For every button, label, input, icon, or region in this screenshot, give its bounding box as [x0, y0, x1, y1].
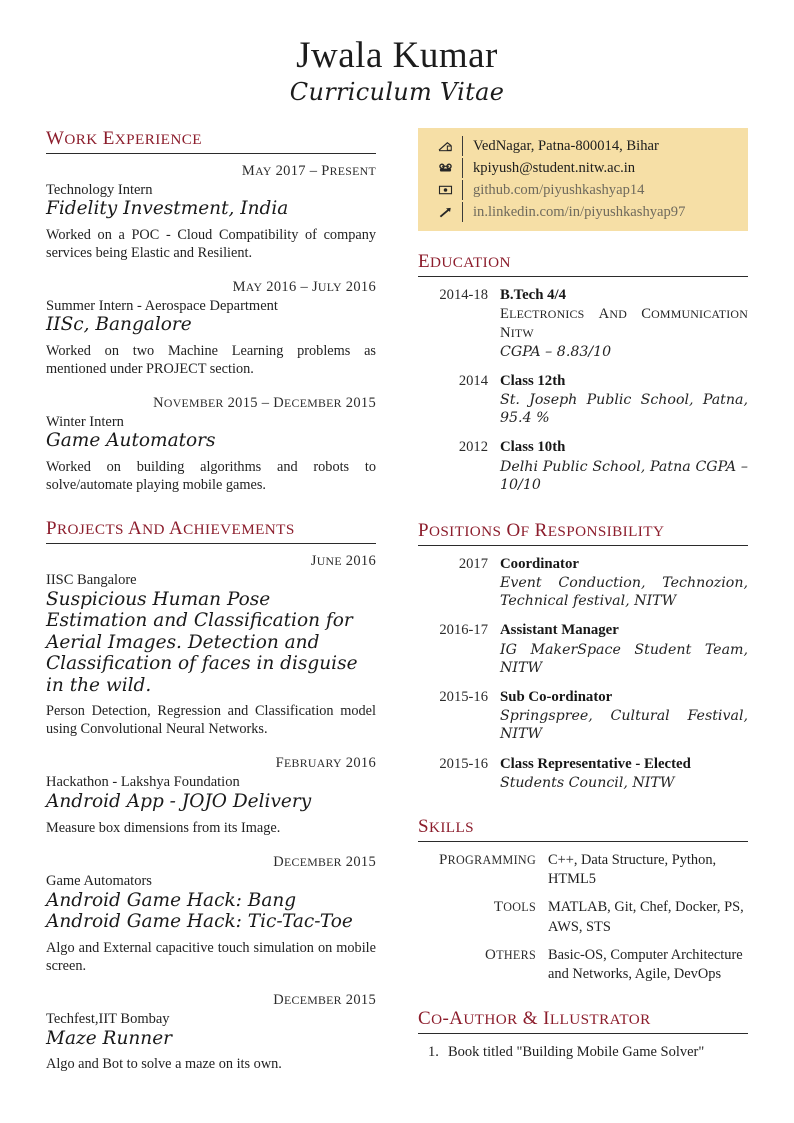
- education-body: [500, 438, 748, 494]
- project-entry-title-secondary: Android Game Hack: Tic-Tac-Toe: [46, 911, 353, 933]
- project-entry-org: Techfest,IIT Bombay: [46, 1010, 170, 1027]
- position-row: [418, 621, 748, 677]
- education-row: [418, 438, 748, 494]
- section-work-experience: [46, 128, 376, 494]
- project-entry-title: Maze Runner: [46, 1027, 173, 1049]
- education-row: [418, 372, 748, 428]
- skill-row: [418, 946, 748, 984]
- contact-divider: [462, 136, 463, 156]
- position-title: Assistant Manager: [500, 622, 619, 639]
- work-entry-role: Winter Intern: [46, 413, 124, 430]
- education-degree: B.Tech 4/4: [500, 287, 567, 303]
- contact-row-email[interactable]: [432, 157, 738, 179]
- position-row: [418, 755, 748, 792]
- work-entry-organization: IISc, Bangalore: [46, 314, 192, 336]
- project-entry-date: DECEMBER 2015: [273, 991, 376, 1008]
- position-body: [500, 755, 748, 792]
- skill-values: MATLAB, Git, Chef, Docker, PS, AWS, STS: [548, 899, 744, 935]
- project-entry-description: Person Detection, Regression and Classification model using Convolutional Neural Networks.: [46, 703, 376, 738]
- section-projects: [46, 518, 376, 1074]
- section-heading-work-experience: WORK EXPERIENCE: [46, 128, 376, 154]
- position-body: [500, 555, 748, 611]
- cv-header: [0, 0, 794, 106]
- skill-row: [418, 851, 748, 889]
- work-entry-organization: Game Automators: [46, 430, 216, 452]
- work-entry: [46, 163, 376, 262]
- section-heading-projects: PROJECTS AND ACHIEVEMENTS: [46, 518, 376, 544]
- contact-address: VedNagar, Patna-800014, Bihar: [473, 137, 659, 154]
- position-year: 2015-16: [439, 755, 488, 772]
- project-entry-title: Android Game Hack: Bang: [46, 889, 297, 911]
- contact-github[interactable]: github.com/piyushkashyap14: [473, 181, 645, 198]
- project-entry: [46, 854, 376, 975]
- skill-category: PROGRAMMING: [439, 852, 536, 869]
- project-entry-date: FEBRUARY 2016: [275, 755, 376, 772]
- project-entry-org: Game Automators: [46, 872, 152, 889]
- education-year: 2014-18: [439, 287, 488, 303]
- skill-values: Basic-OS, Computer Architecture and Networks, Agile, DevOps: [548, 946, 743, 982]
- education-year: 2014: [458, 372, 488, 389]
- section-heading-education: EDUCATION: [418, 251, 748, 277]
- work-entry-description: Worked on two Machine Learning problems as mentioned under PROJECT section.: [46, 342, 376, 377]
- work-entry-date: NOVEMBER 2015 – DECEMBER 2015: [153, 394, 376, 411]
- envelope-icon: [432, 184, 458, 196]
- work-entry: [46, 279, 376, 378]
- education-body: [500, 286, 748, 361]
- work-entry-description: Worked on building algorithms and robots to solve/automate playing mobile games.: [46, 458, 376, 493]
- project-entry-org: Hackathon - Lakshya Foundation: [46, 774, 240, 791]
- project-entry: [46, 755, 376, 837]
- work-entry-organization: Fidelity Investment, India: [46, 198, 289, 220]
- education-year: 2012: [458, 439, 488, 456]
- contact-row-address: [432, 135, 738, 157]
- contact-email[interactable]: kpiyush@student.nitw.ac.in: [473, 159, 636, 176]
- position-title: Class Representative - Elected: [500, 755, 691, 772]
- contact-divider: [462, 180, 463, 200]
- section-education: [418, 251, 748, 494]
- work-entry: [46, 395, 376, 494]
- document-subtitle: Curriculum Vitae: [289, 77, 505, 106]
- contact-row-github[interactable]: [432, 179, 738, 201]
- project-entry-title: Android App - JOJO Delivery: [46, 791, 312, 813]
- coauthor-item-text: Book titled "Building Mobile Game Solver": [448, 1043, 705, 1060]
- position-row: [418, 555, 748, 611]
- section-heading-positions: POSITIONS OF RESPONSIBILITY: [418, 520, 748, 546]
- project-entry-description: Algo and External capacitive touch simulation on mobile screen.: [46, 939, 376, 974]
- coauthor-item-number: 1.: [428, 1043, 439, 1060]
- skill-values: C++, Data Structure, Python, HTML5: [548, 852, 717, 888]
- education-body: [500, 372, 748, 428]
- position-detail: Springspree, Cultural Festival, NITW: [500, 708, 748, 743]
- project-entry-org: IISC Bangalore: [46, 571, 137, 588]
- education-row: [418, 286, 748, 361]
- education-degree: Class 12th: [500, 372, 566, 389]
- position-detail: Event Conduction, Technozion, Technical festival, NITW: [500, 575, 748, 610]
- skill-row: [418, 898, 748, 936]
- position-body: [500, 688, 748, 744]
- left-column: [46, 128, 376, 1095]
- project-entry: [46, 553, 376, 738]
- right-column: [418, 128, 748, 1084]
- work-entry-role: Technology Intern: [46, 182, 153, 198]
- project-entry-title: Suspicious Human Pose Estimation and Classification for Aerial Images. Detection and Classification of faces in disguise in the wild.: [46, 588, 358, 696]
- position-body: [500, 621, 748, 677]
- position-title: Sub Co-ordinator: [500, 689, 613, 706]
- education-degree: Class 10th: [500, 439, 566, 456]
- arrow-icon: [432, 206, 458, 219]
- position-row: [418, 688, 748, 744]
- work-entry-role: Summer Intern - Aerospace Department: [46, 297, 278, 314]
- position-year: 2016-17: [439, 622, 488, 639]
- work-entry-description: Worked on a POC - Cloud Compatibility of company services being Elastic and Resilient.: [46, 226, 376, 261]
- project-entry: [46, 992, 376, 1074]
- position-year: 2017: [458, 555, 488, 572]
- position-year: 2015-16: [439, 689, 488, 706]
- education-field: ELECTRONICS AND COMMUNICATION NITW: [500, 306, 749, 341]
- position-title: Coordinator: [500, 555, 579, 572]
- home-icon: [432, 140, 458, 153]
- section-coauthor: [418, 1008, 748, 1062]
- contact-divider: [462, 202, 463, 222]
- project-entry-date: DECEMBER 2015: [273, 853, 376, 870]
- skill-category: TOOLS: [493, 899, 536, 916]
- contact-linkedin[interactable]: in.linkedin.com/in/piyushkashyap97: [473, 203, 686, 220]
- project-entry-date: JUNE 2016: [310, 552, 376, 569]
- coauthor-list-item: [418, 1043, 748, 1062]
- education-score: Delhi Public School, Patna CGPA – 10/10: [500, 458, 748, 493]
- section-positions: [418, 520, 748, 792]
- contact-row-linkedin[interactable]: [432, 201, 738, 223]
- work-entry-date: MAY 2017 – PRESENT: [241, 163, 376, 179]
- project-entry-description: Algo and Bot to solve a maze on its own.: [46, 1056, 282, 1073]
- section-skills: [418, 816, 748, 984]
- skill-category: OTHERS: [485, 946, 536, 963]
- contact-info-box: [418, 128, 748, 231]
- section-heading-skills: SKILLS: [418, 816, 748, 842]
- candidate-name: Jwala Kumar: [296, 35, 498, 76]
- education-score: CGPA – 8.83/10: [500, 343, 612, 360]
- phone-icon: [432, 162, 458, 175]
- position-detail: Students Council, NITW: [500, 774, 675, 791]
- work-entry-date: MAY 2016 – JULY 2016: [232, 278, 376, 295]
- education-score: St. Joseph Public School, Patna, 95.4 %: [500, 391, 748, 427]
- project-entry-description: Measure box dimensions from its Image.: [46, 819, 281, 836]
- contact-divider: [462, 158, 463, 178]
- position-detail: IG MakerSpace Student Team, NITW: [500, 641, 748, 676]
- section-heading-coauthor: CO-AUTHOR & ILLUSTRATOR: [418, 1008, 748, 1034]
